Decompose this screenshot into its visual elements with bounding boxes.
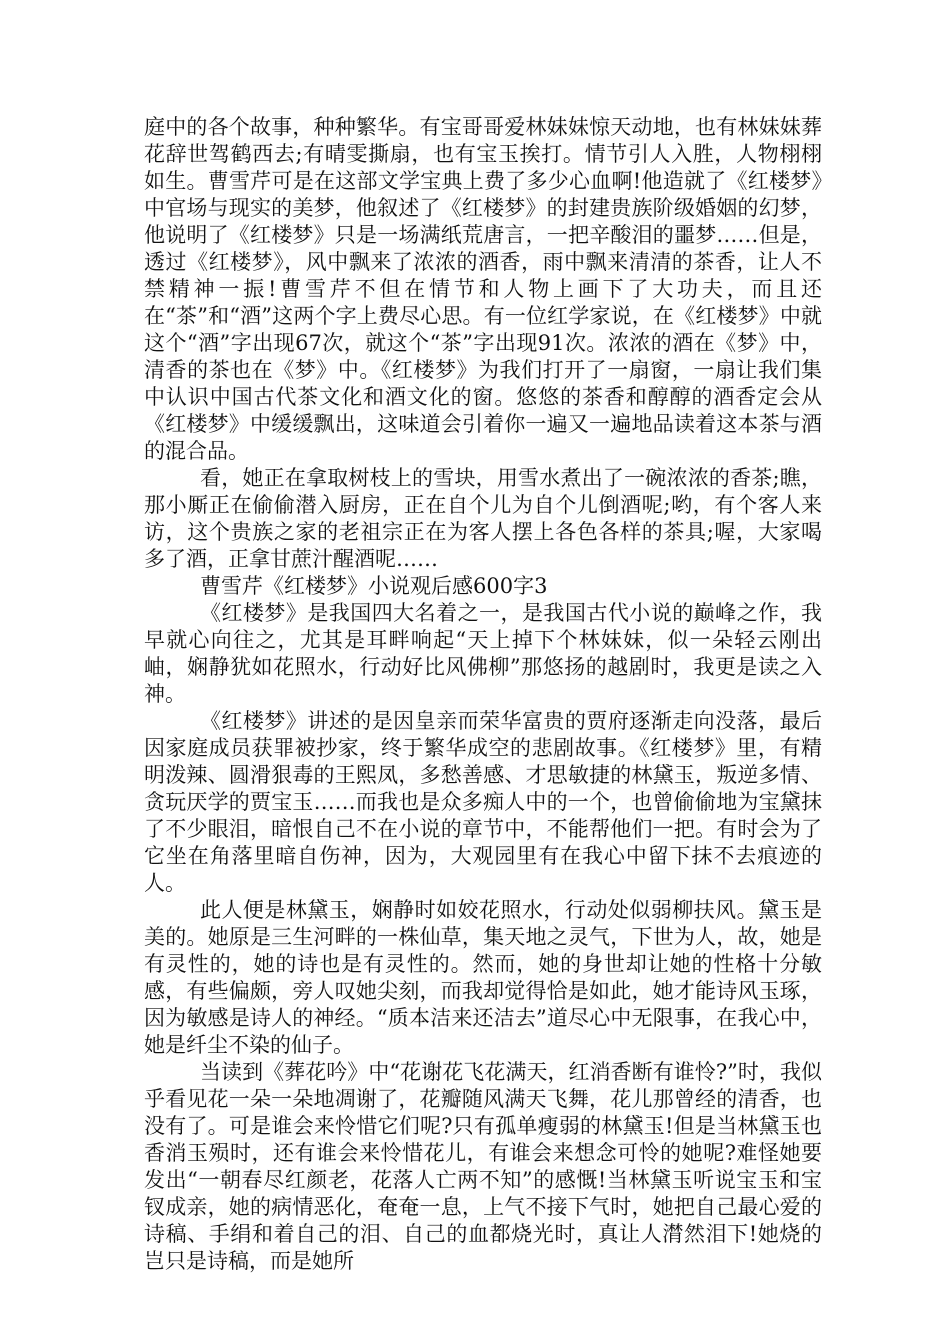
paragraph-3: 《红楼梦》是我国四大名着之一，是我国古代小说的巅峰之作，我早就心向往之，尤其是耳畔响起“天上掉下个林妹妹，似一朵轻云刚出岫，娴静犹如花照水，行动好比风佛柳”那悠扬的越剧时，我更是读之入神。 (144, 601, 822, 706)
paragraph-2: 看，她正在拿取树枝上的雪块，用雪水煮出了一碗浓浓的香茶;瞧，那小厮正在偷偷潜入厨房，正在自个儿为自个儿倒酒呢;哟，有个客人来访，这个贵族之家的老祖宗正在为客人摆上各色各样的茶具;喔，大家喝多了酒，正拿甘蔗汁醒酒呢…… (144, 466, 822, 571)
paragraph-4: 《红楼梦》讲述的是因皇亲而荣华富贵的贾府逐渐走向没落，最后因家庭成员获罪被抄家，终于繁华成空的悲剧故事。《红楼梦》里，有精明泼辣、圆滑狠毒的王熙凤，多愁善感、才思敏捷的林黛玉，叛逆多情、贪玩厌学的贾宝玉……而我也是众多痴人中的一个，也曾偷偷地为宝黛抹了不少眼泪，暗恨自己不在小说的章节中，不能帮他们一把。有时会为了它坐在角落里暗自伤神，因为，大观园里有在我心中留下抹不去痕迹的人。 (144, 709, 822, 895)
paragraph-1: 庭中的各个故事，种种繁华。有宝哥哥爱林妹妹惊天动地，也有林妹妹葬花辞世驾鹤西去;有晴雯撕扇，也有宝玉挨打。情节引人入胜，人物栩栩如生。曹雪芹可是在这部文学宝典上费了多少心血啊!他造就了《红楼梦》中官场与现实的美梦，他叙述了《红楼梦》的封建贵族阶级婚姻的幻梦，他说明了《红楼梦》只是一场满纸荒唐言，一把辛酸泪的噩梦……但是，透过《红楼梦》，风中飘来了浓浓的酒香，雨中飘来清清的茶香，让人不禁精神一振!曹雪芹不但在情节和人物上画下了大功夫，而且还在“茶”和“酒”这两个字上费尽心思。有一位红学家说，在《红楼梦》中就这个“酒”字出现67次，就这个“茶”字出现91次。浓浓的酒在《梦》中，清香的茶也在《梦》中。《红楼梦》为我们打开了一扇窗，一扇让我们集中认识中国古代茶文化和酒文化的窗。悠悠的茶香和醇醇的酒香定会从《红楼梦》中缓缓飘出，这味道会引着你一遍又一遍地品读着这本茶与酒的混合品。 (144, 115, 822, 463)
document-body (144, 114, 822, 1275)
section-heading: 曹雪芹《红楼梦》小说观后感600字3 (200, 574, 548, 598)
paragraph-6: 当读到《葬花吟》中“花谢花飞花满天，红消香断有谁怜?”时，我似乎看见花一朵一朵地凋谢了，花瓣随风满天飞舞，花儿那曾经的清香，也没有了。可是谁会来怜惜它们呢?只有孤单瘦弱的林黛玉!但是当林黛玉也香消玉殒时，还有谁会来怜惜花儿，有谁会来想念可怜的她呢?难怪她要发出“一朝春尽红颜老，花落人亡两不知”的感慨!当林黛玉听说宝玉和宝钗成亲，她的病情恶化，奄奄一息，上气不接下气时，她把自己最心爱的诗稿、手绢和着自己的泪、自己的血都烧光时，真让人潸然泪下!她烧的岂只是诗稿，而是她所 (144, 1060, 822, 1273)
paragraph-5: 此人便是林黛玉，娴静时如姣花照水，行动处似弱柳扶风。黛玉是美的。她原是三生河畔的一株仙草，集天地之灵气，下世为人，故，她是有灵性的，她的诗也是有灵性的。然而，她的身世却让她的性格十分敏感，有些偏颇，旁人叹她尖刻，而我却觉得恰是如此，她才能诗风玉琢，因为敏感是诗人的神经。“质本洁来还洁去”道尽心中无限事，在我心中，她是纤尘不染的仙子。 (144, 898, 822, 1057)
